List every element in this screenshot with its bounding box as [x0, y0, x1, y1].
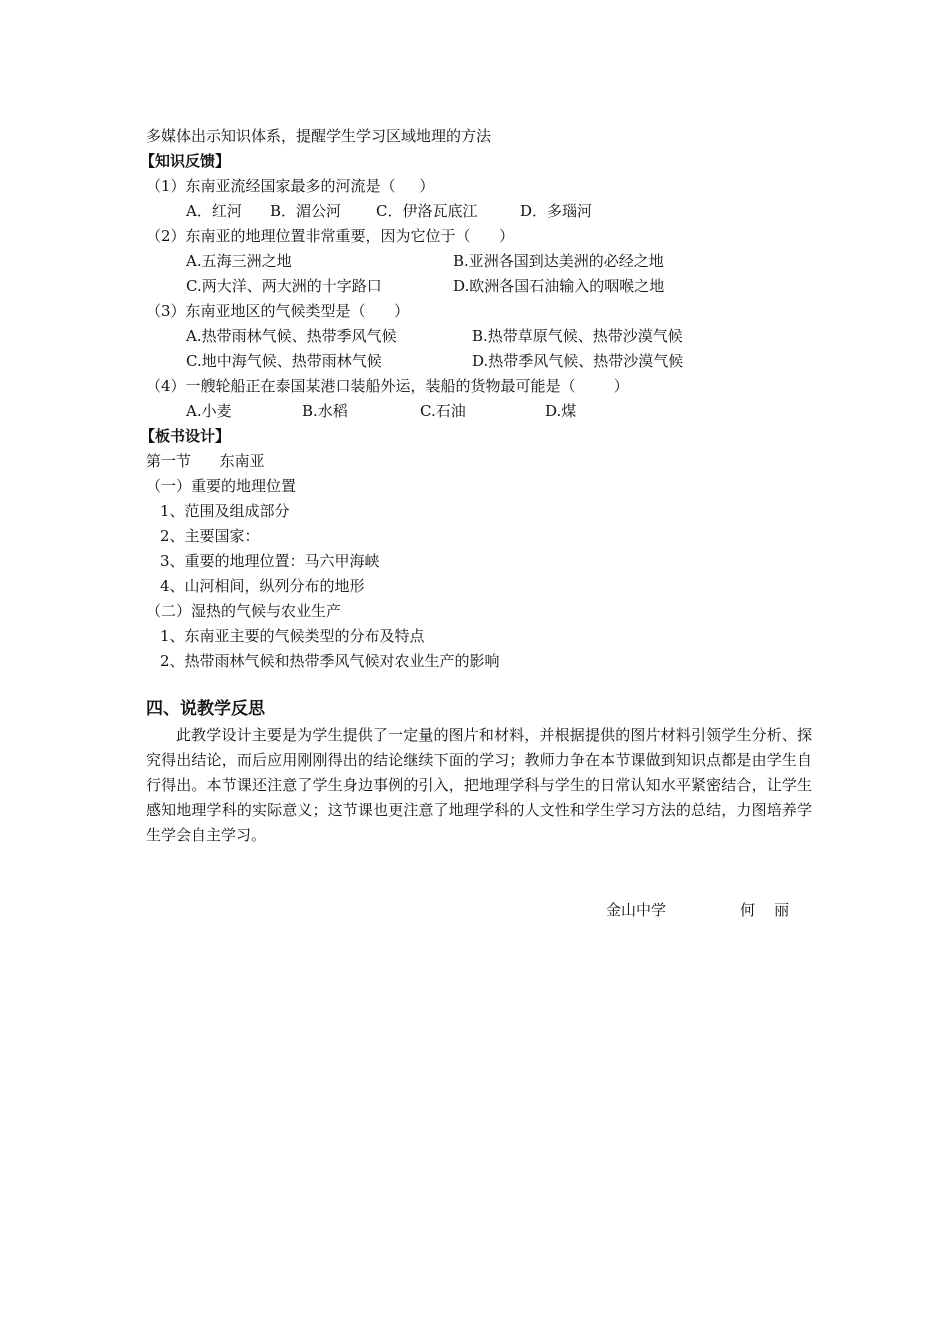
board-section-1: （一）重要的地理位置: [146, 477, 297, 495]
board-section-2: （二）湿热的气候与农业生产: [146, 602, 342, 620]
q2-option-c: C.两大洋、两大洲的十字路口: [186, 277, 382, 295]
q4-option-d: D.煤: [545, 402, 577, 420]
q1-option-b: B．湄公河: [270, 202, 342, 220]
board-item-1-2: 2、主要国家：: [160, 527, 260, 545]
reflection-paragraph: 此教学设计主要是为学生提供了一定量的图片和材料，并根据提供的图片材料引领学生分析、探究得出结论，而后应用刚刚得出的结论继续下面的学习；教师力争在本节课做到知识点都是由学生自行得出。本节课还注意了学生身边事例的引入，把地理学科与学生的日常认知水平紧密结合，让学生感知地理学科的实际意义；这节课也更注意了地理学科的人文性和学生学习方法的总结，力图培养学生学会自主学习。: [146, 726, 812, 844]
q3-option-d: D.热带季风气候、热带沙漠气候: [472, 352, 684, 370]
board-heading: 【板书设计】: [140, 427, 231, 445]
q1-stem: （1）东南亚流经国家最多的河流是（ ）: [146, 177, 435, 195]
q1-option-a: A．红河: [186, 202, 242, 220]
board-item-1-3: 3、重要的地理位置：马六甲海峡: [160, 552, 380, 570]
board-item-2-1: 1、东南亚主要的气候类型的分布及特点: [160, 627, 425, 645]
board-title: 第一节 东南亚: [146, 452, 265, 470]
q2-option-a: A.五海三洲之地: [186, 252, 292, 270]
board-item-1-1: 1、范围及组成部分: [160, 502, 290, 520]
q4-option-b: B.水稻: [302, 402, 348, 420]
feedback-heading: 【知识反馈】: [140, 152, 231, 170]
signature-name: 何 丽: [740, 901, 790, 919]
q3-option-b: B.热带草原气候、热带沙漠气候: [472, 327, 683, 345]
q2-option-d: D.欧洲各国石油输入的咽喉之地: [453, 277, 665, 295]
board-item-2-2: 2、热带雨林气候和热带季风气候对农业生产的影响: [160, 652, 500, 670]
q3-stem: （3）东南亚地区的气候类型是（ ）: [146, 302, 410, 320]
q1-option-c: C．伊洛瓦底江: [376, 202, 478, 220]
signature-school: 金山中学: [606, 901, 667, 919]
q2-stem: （2）东南亚的地理位置非常重要，因为它位于（ ）: [146, 227, 515, 245]
board-item-1-4: 4、山河相间，纵列分布的地形: [160, 577, 365, 595]
q4-option-c: C.石油: [420, 402, 466, 420]
q2-option-b: B.亚洲各国到达美洲的必经之地: [453, 252, 664, 270]
q3-option-c: C.地中海气候、热带雨林气候: [186, 352, 382, 370]
q1-option-d: D．多瑙河: [520, 202, 593, 220]
q3-option-a: A.热带雨林气候、热带季风气候: [186, 327, 397, 345]
reflection-heading: 四、说教学反思: [146, 699, 265, 719]
intro-line: 多媒体出示知识体系，提醒学生学习区域地理的方法: [146, 127, 492, 145]
q4-option-a: A.小麦: [186, 402, 232, 420]
q4-stem: （4）一艘轮船正在泰国某港口装船外运，装船的货物最可能是（ ）: [146, 377, 629, 395]
